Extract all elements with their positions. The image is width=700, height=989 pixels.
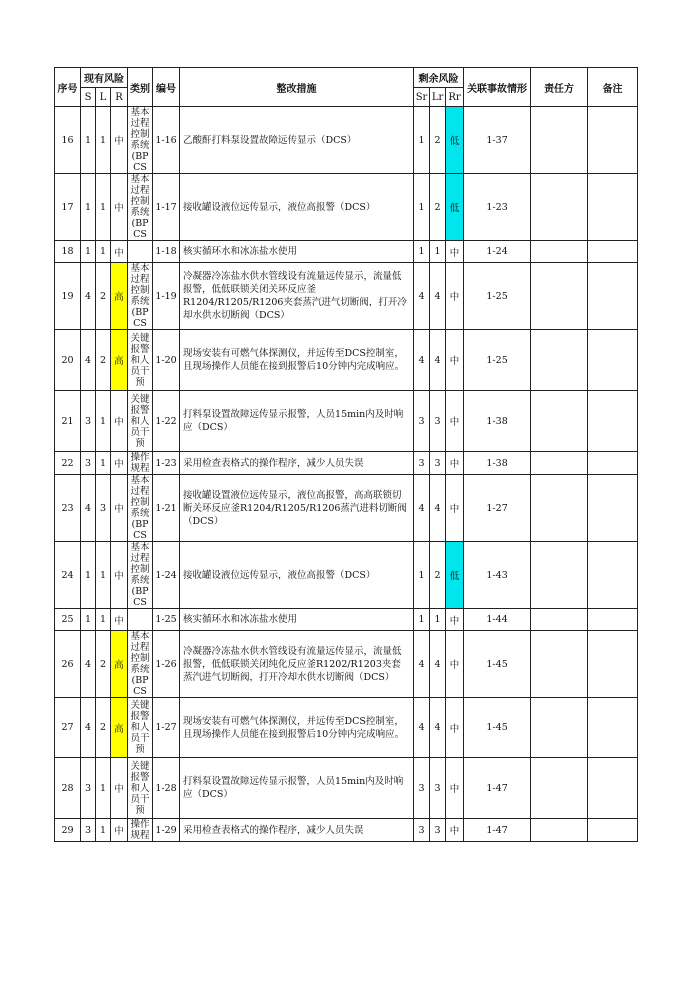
row-rr: 中: [446, 631, 464, 698]
row-sr: 4: [414, 631, 430, 698]
row-sr: 1: [414, 241, 430, 263]
row-seq: 16: [55, 107, 81, 174]
row-rr: 中: [446, 391, 464, 452]
table-row: [55, 475, 638, 542]
row-lr: 4: [430, 631, 446, 698]
row-r: 中: [111, 542, 128, 609]
row-measure: 冷凝器冷冻盐水供水管线设有流量远传显示，流量低报警，低低联锁关闭纯化反应釜R1202/R1203夹套蒸汽进气切断阀，打开冷却水供水切断阀（DCS）: [180, 631, 414, 698]
row-measure: 采用检查表格式的操作程序，减少人员失误: [180, 819, 414, 842]
row-related: 1-47: [464, 758, 531, 819]
row-responsible: [531, 475, 588, 542]
row-s: 3: [81, 819, 96, 842]
row-lr: 2: [430, 107, 446, 174]
row-l: 2: [96, 698, 111, 758]
row-r: 高: [111, 698, 128, 758]
row-s: 1: [81, 107, 96, 174]
row-related: 1-47: [464, 819, 531, 842]
row-related: 1-24: [464, 241, 531, 263]
row-remark: [588, 542, 638, 609]
col-residual-risk: 剩余风险: [414, 68, 464, 88]
row-category: 基本过程控制系统(BPCS: [128, 542, 153, 609]
row-measure: 采用检查表格式的操作程序，减少人员失误: [180, 452, 414, 475]
row-r: 中: [111, 758, 128, 819]
row-measure: 核实循环水和冰冻盐水使用: [180, 609, 414, 631]
row-code: 1-26: [153, 631, 180, 698]
row-s: 4: [81, 263, 96, 330]
row-category: 关键报警和人员干预: [128, 330, 153, 391]
row-rr: 低: [446, 174, 464, 241]
row-rr: 中: [446, 758, 464, 819]
col-r: R: [111, 88, 128, 107]
row-sr: 3: [414, 452, 430, 475]
row-rr: 中: [446, 263, 464, 330]
col-l: L: [96, 88, 111, 107]
row-seq: 27: [55, 698, 81, 758]
row-r: 中: [111, 609, 128, 631]
row-r: 中: [111, 174, 128, 241]
row-l: 1: [96, 542, 111, 609]
col-sr: Sr: [414, 88, 430, 107]
row-seq: 23: [55, 475, 81, 542]
table-body: [55, 107, 638, 842]
row-related: 1-45: [464, 631, 531, 698]
row-rr: 低: [446, 107, 464, 174]
row-sr: 1: [414, 174, 430, 241]
row-remark: [588, 330, 638, 391]
row-r: 高: [111, 263, 128, 330]
row-measure: 接收罐设液位远传显示，液位高报警（DCS）: [180, 174, 414, 241]
row-sr: 1: [414, 542, 430, 609]
row-s: 1: [81, 241, 96, 263]
row-seq: 25: [55, 609, 81, 631]
row-measure: 冷凝器冷冻盐水供水管线设有流量远传显示，流量低报警，低低联锁关闭关环反应釜R1204/R1205/R1206夹套蒸汽进气切断阀，打开冷却水供水切断阀（DCS）: [180, 263, 414, 330]
row-rr: 中: [446, 241, 464, 263]
row-l: 1: [96, 174, 111, 241]
row-lr: 4: [430, 330, 446, 391]
row-lr: 3: [430, 391, 446, 452]
row-category: [128, 241, 153, 263]
row-related: 1-25: [464, 330, 531, 391]
table-row: [55, 631, 638, 698]
row-related: 1-23: [464, 174, 531, 241]
row-sr: 3: [414, 758, 430, 819]
row-remark: [588, 631, 638, 698]
row-lr: 3: [430, 452, 446, 475]
row-remark: [588, 174, 638, 241]
table-row: [55, 263, 638, 330]
risk-table: [54, 67, 638, 842]
row-measure: 接收罐设液位远传显示，液位高报警（DCS）: [180, 542, 414, 609]
row-l: 2: [96, 263, 111, 330]
row-s: 1: [81, 609, 96, 631]
row-seq: 29: [55, 819, 81, 842]
row-r: 中: [111, 475, 128, 542]
row-r: 中: [111, 107, 128, 174]
row-s: 3: [81, 452, 96, 475]
row-lr: 2: [430, 174, 446, 241]
row-lr: 4: [430, 263, 446, 330]
row-category: 关键报警和人员干预: [128, 698, 153, 758]
row-code: 1-27: [153, 698, 180, 758]
row-s: 4: [81, 631, 96, 698]
row-code: 1-21: [153, 475, 180, 542]
col-responsible: 责任方: [531, 68, 588, 107]
table-row: [55, 241, 638, 263]
row-related: 1-45: [464, 698, 531, 758]
row-related: 1-44: [464, 609, 531, 631]
row-code: 1-22: [153, 391, 180, 452]
row-category: 基本过程控制系统(BPCS: [128, 107, 153, 174]
table-row: [55, 758, 638, 819]
row-responsible: [531, 631, 588, 698]
row-responsible: [531, 174, 588, 241]
row-remark: [588, 475, 638, 542]
row-sr: 4: [414, 475, 430, 542]
row-lr: 1: [430, 241, 446, 263]
row-remark: [588, 819, 638, 842]
row-l: 1: [96, 609, 111, 631]
row-rr: 中: [446, 330, 464, 391]
row-sr: 1: [414, 107, 430, 174]
row-code: 1-18: [153, 241, 180, 263]
table-row: [55, 452, 638, 475]
row-lr: 2: [430, 542, 446, 609]
row-category: 操作规程: [128, 452, 153, 475]
row-s: 4: [81, 475, 96, 542]
row-responsible: [531, 698, 588, 758]
row-related: 1-37: [464, 107, 531, 174]
row-lr: 1: [430, 609, 446, 631]
table-row: [55, 330, 638, 391]
row-remark: [588, 452, 638, 475]
row-responsible: [531, 107, 588, 174]
row-r: 中: [111, 391, 128, 452]
row-related: 1-27: [464, 475, 531, 542]
row-code: 1-25: [153, 609, 180, 631]
row-sr: 3: [414, 391, 430, 452]
row-sr: 4: [414, 698, 430, 758]
row-l: 1: [96, 241, 111, 263]
row-remark: [588, 107, 638, 174]
row-remark: [588, 263, 638, 330]
row-seq: 26: [55, 631, 81, 698]
row-responsible: [531, 330, 588, 391]
row-related: 1-38: [464, 391, 531, 452]
row-responsible: [531, 758, 588, 819]
row-responsible: [531, 609, 588, 631]
row-r: 中: [111, 819, 128, 842]
row-responsible: [531, 391, 588, 452]
row-remark: [588, 758, 638, 819]
row-l: 1: [96, 452, 111, 475]
row-seq: 24: [55, 542, 81, 609]
row-seq: 28: [55, 758, 81, 819]
row-s: 4: [81, 698, 96, 758]
row-r: 高: [111, 330, 128, 391]
row-r: 中: [111, 241, 128, 263]
row-l: 2: [96, 631, 111, 698]
col-rr: Rr: [446, 88, 464, 107]
row-remark: [588, 698, 638, 758]
row-measure: 现场安装有可燃气体探测仪，并远传至DCS控制室，且现场操作人员能在接到报警后10分钟内完成响应。: [180, 330, 414, 391]
row-rr: 低: [446, 542, 464, 609]
row-category: 关键报警和人员干预: [128, 391, 153, 452]
row-l: 3: [96, 475, 111, 542]
row-code: 1-24: [153, 542, 180, 609]
row-lr: 4: [430, 698, 446, 758]
table-row: [55, 174, 638, 241]
col-seq: 序号: [55, 68, 81, 107]
row-seq: 21: [55, 391, 81, 452]
row-remark: [588, 391, 638, 452]
row-code: 1-20: [153, 330, 180, 391]
row-sr: 3: [414, 819, 430, 842]
row-l: 1: [96, 819, 111, 842]
row-l: 1: [96, 107, 111, 174]
row-s: 1: [81, 542, 96, 609]
row-measure: 现场安装有可燃气体探测仪，并远传至DCS控制室，且现场操作人员能在接到报警后10分钟内完成响应。: [180, 698, 414, 758]
row-related: 1-38: [464, 452, 531, 475]
row-l: 1: [96, 758, 111, 819]
row-remark: [588, 609, 638, 631]
row-sr: 1: [414, 609, 430, 631]
row-category: 基本过程控制系统(BPCS: [128, 631, 153, 698]
row-rr: 中: [446, 819, 464, 842]
row-seq: 18: [55, 241, 81, 263]
row-s: 1: [81, 174, 96, 241]
row-measure: 打料泵设置故障远传显示报警，人员15min内及时响应（DCS）: [180, 758, 414, 819]
row-responsible: [531, 263, 588, 330]
table-row: [55, 542, 638, 609]
row-lr: 4: [430, 475, 446, 542]
table-row: [55, 609, 638, 631]
row-s: 4: [81, 330, 96, 391]
col-lr: Lr: [430, 88, 446, 107]
row-rr: 中: [446, 452, 464, 475]
table-row: [55, 819, 638, 842]
col-current-risk: 现有风险: [81, 68, 128, 88]
row-code: 1-16: [153, 107, 180, 174]
row-sr: 4: [414, 263, 430, 330]
row-seq: 20: [55, 330, 81, 391]
row-s: 3: [81, 758, 96, 819]
row-category: 操作规程: [128, 819, 153, 842]
row-code: 1-19: [153, 263, 180, 330]
col-measure: 整改措施: [180, 68, 414, 107]
row-measure: 接收罐设置液位远传显示，液位高报警，高高联锁切断关环反应釜R1204/R1205/R1206蒸汽进料切断阀（DCS）: [180, 475, 414, 542]
row-responsible: [531, 452, 588, 475]
row-category: 基本过程控制系统(BPCS: [128, 475, 153, 542]
col-s: S: [81, 88, 96, 107]
table-row: [55, 107, 638, 174]
col-code: 编号: [153, 68, 180, 107]
row-responsible: [531, 241, 588, 263]
row-lr: 3: [430, 758, 446, 819]
row-rr: 中: [446, 698, 464, 758]
row-rr: 中: [446, 609, 464, 631]
row-code: 1-29: [153, 819, 180, 842]
table-row: [55, 698, 638, 758]
row-code: 1-28: [153, 758, 180, 819]
row-l: 1: [96, 391, 111, 452]
row-related: 1-25: [464, 263, 531, 330]
col-remark: 备注: [588, 68, 638, 107]
row-category: 关键报警和人员干预: [128, 758, 153, 819]
col-related: 关联事故情形: [464, 68, 531, 107]
row-s: 3: [81, 391, 96, 452]
row-measure: 核实循环水和冰冻盐水使用: [180, 241, 414, 263]
row-measure: 打料泵设置故障远传显示报警，人员15min内及时响应（DCS）: [180, 391, 414, 452]
row-code: 1-17: [153, 174, 180, 241]
row-measure: 乙酸酐打料泵设置故障远传显示（DCS）: [180, 107, 414, 174]
row-category: 基本过程控制系统(BPCS: [128, 263, 153, 330]
row-rr: 中: [446, 475, 464, 542]
row-category: [128, 609, 153, 631]
row-code: 1-23: [153, 452, 180, 475]
row-lr: 3: [430, 819, 446, 842]
row-seq: 19: [55, 263, 81, 330]
row-seq: 17: [55, 174, 81, 241]
col-category: 类别: [128, 68, 153, 107]
row-r: 高: [111, 631, 128, 698]
row-responsible: [531, 819, 588, 842]
row-sr: 4: [414, 330, 430, 391]
row-r: 中: [111, 452, 128, 475]
row-responsible: [531, 542, 588, 609]
row-category: 基本过程控制系统(BPCS: [128, 174, 153, 241]
table-row: [55, 391, 638, 452]
row-related: 1-43: [464, 542, 531, 609]
row-remark: [588, 241, 638, 263]
row-l: 2: [96, 330, 111, 391]
row-seq: 22: [55, 452, 81, 475]
